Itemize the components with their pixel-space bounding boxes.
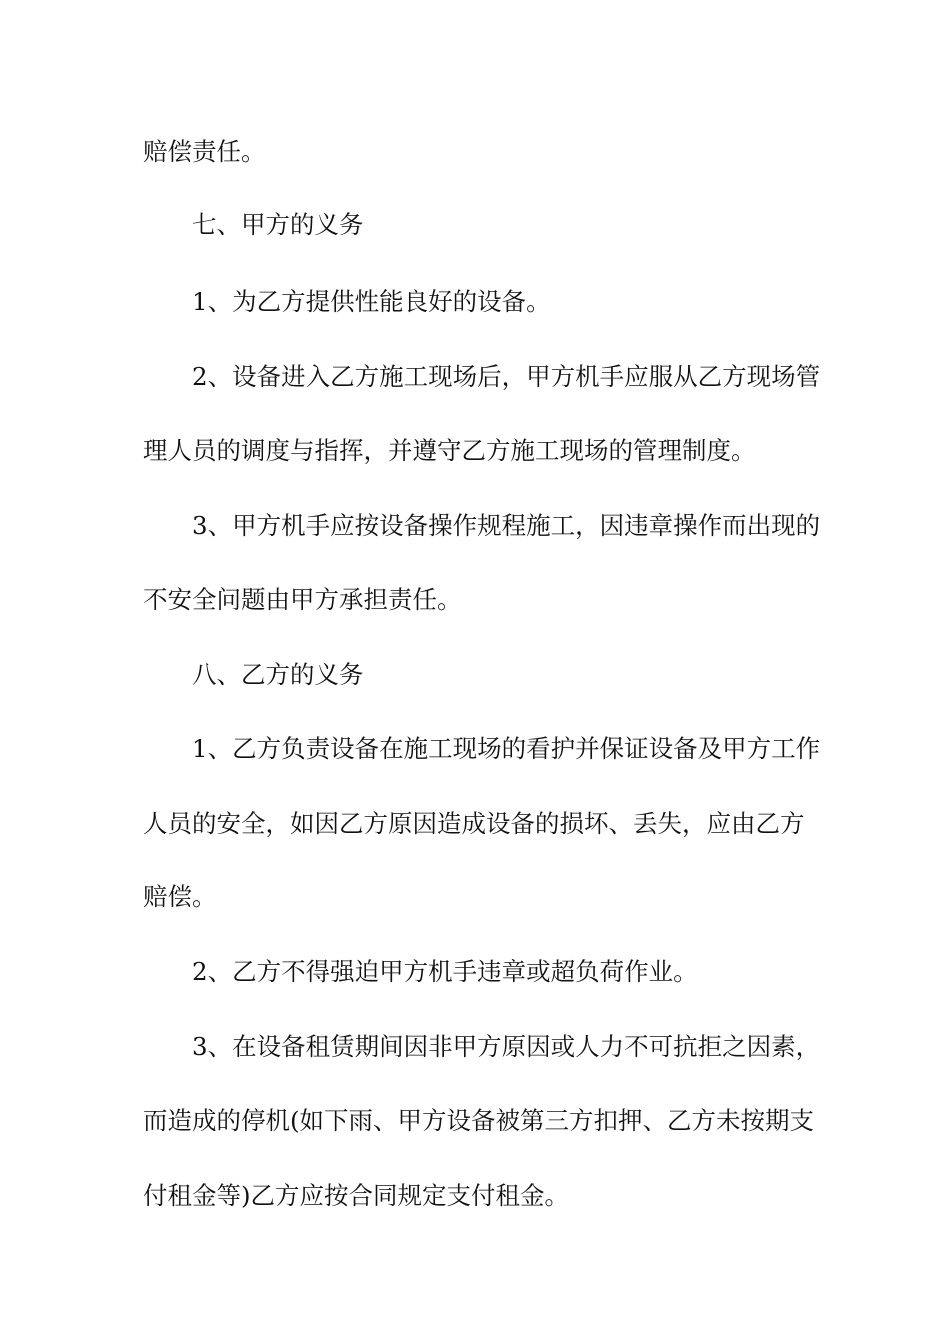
text-line: 理人员的调度与指挥，并遵守乙方施工现场的管理制度。: [143, 436, 756, 465]
section-heading: 八、乙方的义务: [192, 660, 364, 689]
text-line: 付租金等)乙方应按合同规定支付租金。: [143, 1181, 570, 1210]
text-line: 2、乙方不得强迫甲方机手违章或超负荷作业。: [192, 957, 698, 986]
text-line: 人员的安全，如因乙方原因造成设备的损坏、丢失，应由乙方: [143, 809, 805, 838]
text-line: 而造成的停机(如下雨、甲方设备被第三方扣押、乙方未按期支: [143, 1106, 815, 1135]
text-line: 1、为乙方提供性能良好的设备。: [192, 287, 551, 316]
text-line: 3、在设备租赁期间因非甲方原因或人力不可抗拒之因素，: [192, 1032, 821, 1061]
section-heading: 七、甲方的义务: [192, 210, 364, 239]
text-line: 不安全问题由甲方承担责任。: [143, 585, 462, 614]
text-line: 1、乙方负责设备在施工现场的看护并保证设备及甲方工作: [192, 734, 821, 763]
text-line: 2、设备进入乙方施工现场后，甲方机手应服从乙方现场管: [192, 362, 821, 391]
text-line: 赔偿。: [143, 882, 217, 911]
text-line: 赔偿责任。: [143, 137, 266, 166]
text-line: 3、甲方机手应按设备操作规程施工，因违章操作而出现的: [192, 511, 821, 540]
